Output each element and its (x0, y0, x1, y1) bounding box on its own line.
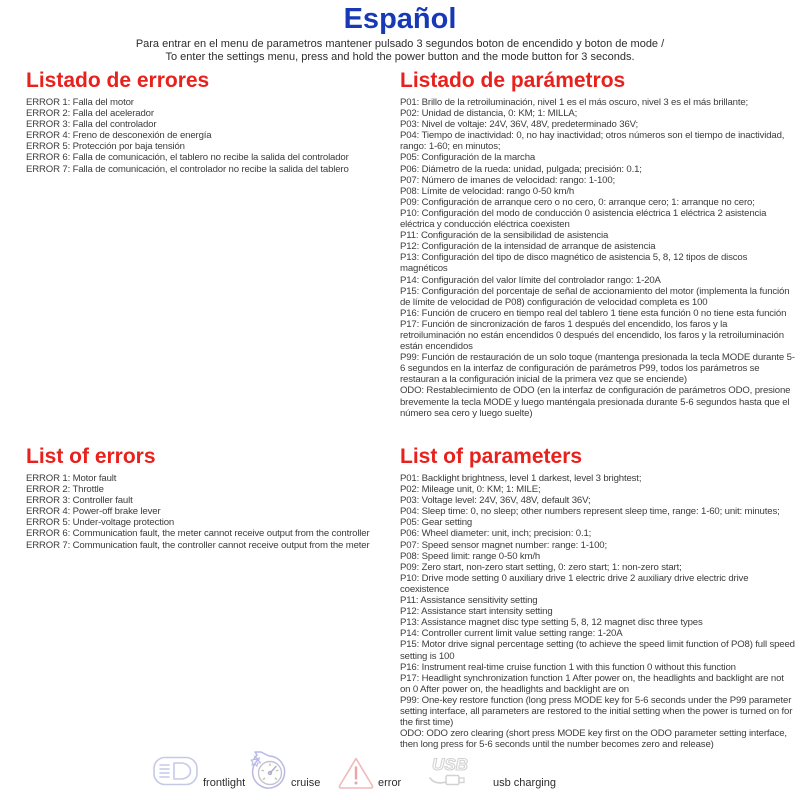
list-item: ERROR 6: Falla de comunicación, el tablero no recibe la salida del controlador (26, 152, 349, 164)
list-item: P03: Voltage level: 24V, 36V, 48V, default 36V; (400, 495, 591, 507)
parameter-list-es (400, 97, 795, 419)
list-item: ERROR 1: Motor fault (26, 473, 117, 484)
list-item: P05: Gear setting (400, 517, 473, 529)
list-item: P11: Assistance sensitivity setting (400, 595, 538, 607)
list-item: ODO: Restablecimiento de ODO (en la interfaz de configuración de parámetros ODO, presione brevemente la tecla MODE y luego manténgala presionada durante 5-6 segundos hasta que el número sea cero y luego suelte) (400, 385, 791, 419)
list-item: P03: Nivel de voltaje: 24V, 36V, 48V, predeterminado 36V; (400, 119, 639, 131)
list-item: P12: Assistance start intensity setting (400, 606, 553, 618)
list-item: P16: Instrument real-time cruise function 1 with this function 0 without this function (400, 661, 736, 673)
list-item: P06: Diámetro de la rueda: unidad, pulgada; precisión: 0.1; (400, 163, 642, 175)
usb-charging-label: usb charging (493, 777, 556, 789)
list-item: P10: Configuración del modo de conducción 0 asistencia eléctrica 1 eléctrica 2 asistencia eléctrica y conducción eléctrica coexisten (400, 207, 767, 231)
list-item: ERROR 5: Under-voltage protection (26, 517, 175, 529)
parameter-list-en (400, 473, 795, 750)
list-item: P08: Límite de velocidad: rango 0-50 km/h (400, 185, 575, 197)
list-item: ERROR 4: Freno de desconexión de energía (26, 130, 212, 142)
error-list-es (26, 97, 392, 175)
list-item: ERROR 6: Communication fault, the meter cannot receive output from the controller (26, 528, 370, 540)
usb-charging-icon (420, 753, 478, 796)
list-item: P01: Brillo de la retroiluminación, nivel 1 es el más oscuro, nivel 3 es el más brillante; (400, 97, 749, 108)
list-item: P17: Función de sincronización de faros 1 después del encendido, los faros y la retroiluminación no están encendidos 0 después del encendido, los faros y la retroiluminación están encendidos (400, 318, 784, 353)
section-list-of-errors (26, 446, 392, 551)
list-item: ERROR 2: Falla del acelerador (26, 108, 154, 120)
list-item: P02: Mileage unit, 0: KM; 1: MILE; (400, 484, 541, 496)
list-item: P08: Speed limit: range 0-50 km/h (400, 550, 541, 562)
list-item: P09: Configuración de arranque cero o no cero, 0: arranque cero; 1: arranque no cero; (400, 196, 755, 208)
list-item: ERROR 4: Power-off brake lever (26, 506, 161, 518)
section-listado-de-parametros (400, 70, 795, 419)
list-item: P11: Configuración de la sensibilidad de asistencia (400, 230, 609, 242)
cruise-label: cruise (291, 777, 321, 789)
list-item: P16: Función de crucero en tiempo real del tablero 1 tiene esta función 0 no tiene esta función (400, 307, 787, 319)
list-item: P17: Headlight synchronization function 1 After power on, the headlights and backlight are not on 0 After power on, the headlights and backlight are on (400, 672, 784, 695)
list-item: P12: Configuración de la intensidad de arranque de asistencia (400, 241, 656, 253)
list-item: P04: Sleep time: 0, no sleep; other numbers represent sleep time, range: 1-60; unit: minutes; (400, 506, 780, 518)
error-label: error (378, 777, 402, 789)
cruise-icon (246, 751, 288, 796)
page-title: Español (343, 3, 457, 35)
list-item: P02: Unidad de distancia, 0: KM; 1: MILLA; (400, 108, 578, 120)
list-item: P07: Número de imanes de velocidad: rango: 1-100; (400, 174, 616, 186)
subtitle-line-es: Para entrar en el menu de parametros mantener pulsado 3 segundos boton de encendido y boton de mode / (135, 38, 665, 50)
section-heading: Listado de errores (26, 69, 210, 92)
list-item: ERROR 5: Protección por baja tensión (26, 141, 185, 153)
list-item: P14: Controller current limit value setting range: 1-20A (400, 628, 623, 640)
list-item: P09: Zero start, non-zero start setting, 0: zero start; 1: non-zero start; (400, 561, 682, 573)
list-item: P13: Configuración del tipo de disco magnético de asistencia 5, 8, 12 tipos de discos magnéticos (400, 252, 748, 275)
list-item: ERROR 7: Falla de comunicación, el controlador no recibe la salida del tablero (26, 163, 349, 175)
section-list-of-parameters (400, 446, 795, 750)
frontlight-label: frontlight (203, 777, 246, 789)
section-heading: Listado de parámetros (400, 69, 626, 92)
list-item: P10: Drive mode setting 0 auxiliary drive 1 electric drive 2 auxiliary drive electric drive coexistence (400, 572, 749, 595)
list-item: ERROR 3: Falla del controlador (26, 119, 157, 131)
list-item: ERROR 2: Throttle (26, 484, 104, 496)
svg-text:USB: USB (432, 755, 468, 774)
icon-legend (0, 748, 800, 796)
list-item: P07: Speed sensor magnet number: range: 1-100; (400, 539, 607, 551)
list-item: P15: Motor drive signal percentage setting (to achieve the speed limit function of PO8) full speed setting is 100 (400, 639, 795, 662)
list-item: P13: Assistance magnet disc type setting 5, 8, 12 magnet disc three types (400, 617, 703, 629)
list-item: P15: Configuración del porcentaje de señal de accionamiento del motor (implementa la función de límite de velocidad de P08) configuración de velocidad completa es 100 (400, 285, 790, 308)
subtitle (0, 38, 800, 63)
section-listado-de-errores (26, 70, 392, 175)
frontlight-icon (152, 755, 200, 792)
section-heading: List of parameters (400, 445, 583, 468)
list-item: ERROR 7: Communication fault, the controller cannot receive output from the meter (26, 539, 370, 551)
list-item: ERROR 1: Falla del motor (26, 97, 134, 108)
error-list-en (26, 473, 392, 551)
subtitle-line-en: To enter the settings menu, press and hold the power button and the mode button for 3 seconds. (165, 50, 635, 63)
section-heading: List of errors (26, 445, 156, 468)
list-item: P05: Configuración de la marcha (400, 152, 536, 164)
list-item: P01: Backlight brightness, level 1 darkest, level 3 brightest; (400, 473, 642, 484)
list-item: P06: Wheel diameter: unit, inch; precision: 0.1; (400, 528, 592, 540)
list-item: P99: Función de restauración de un solo toque (mantenga presionada la tecla MODE durante 5-6 segundos en la interfaz de configuración de parámetros P99, todos los parámetros se restauran a la configuración inicial de la primera vez que se enciende) (400, 352, 795, 386)
error-icon (336, 755, 376, 796)
list-item: ERROR 3: Controller fault (26, 495, 133, 507)
list-item: P99: One-key restore function (long press MODE key for 5-6 seconds under the P99 parameter setting interface, all parameters are restored to the initial setting when the power is turned on for the first time) (400, 694, 793, 729)
list-item: P04: Tiempo de inactividad: 0, no hay inactividad; otros números son el tiempo de inactividad, rango: 1-60; en minutos; (400, 130, 785, 153)
list-item: P14: Configuración del valor límite del controlador rango: 1-20A (400, 274, 661, 286)
list-item: ODO: ODO zero clearing (short press MODE key first on the ODO parameter setting interface, then long press for 5-6 seconds until the number becomes zero and release) (400, 728, 787, 751)
